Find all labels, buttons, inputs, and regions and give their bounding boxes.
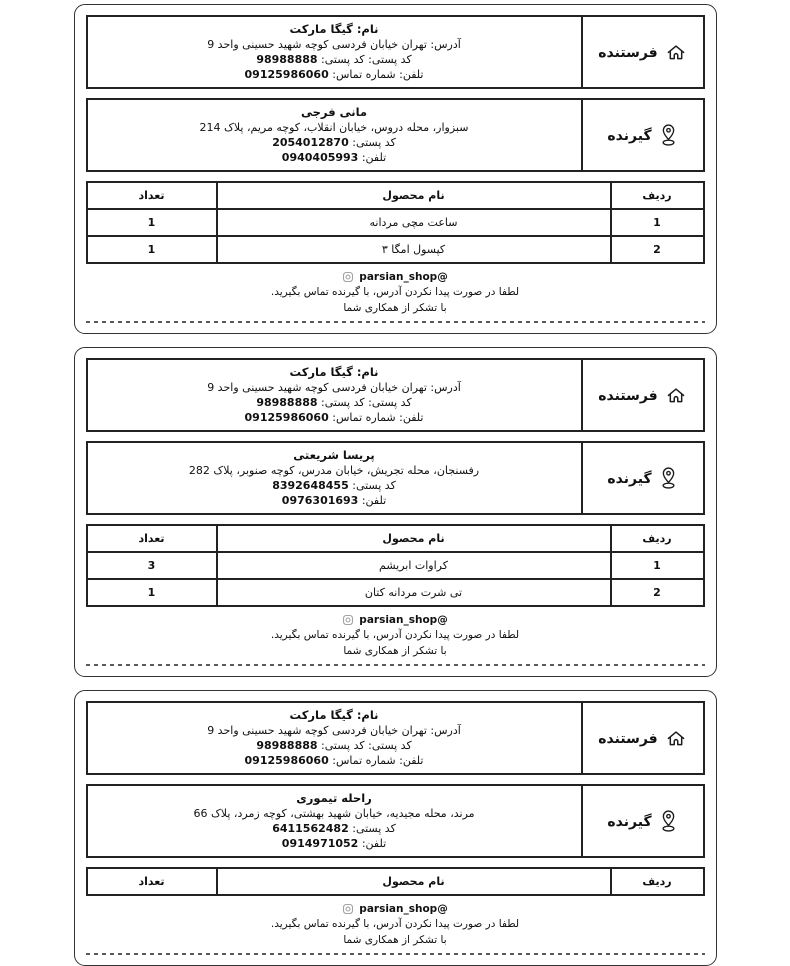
receiver-phone-line: تلفن: 0940405993: [281, 151, 387, 164]
receiver-postal-line: کد پستی: 2054012870: [272, 136, 396, 149]
col-header-row-number: ردیف: [611, 525, 704, 552]
instagram-handle: @parsian_shop: [359, 271, 448, 283]
instagram-handle: @parsian_shop: [359, 614, 448, 626]
item-product-name: ساعت مچی مردانه: [217, 209, 611, 236]
sender-phone: 09125986060: [244, 411, 329, 424]
col-header-product-name: نام محصول: [217, 525, 611, 552]
item-quantity: 1: [87, 236, 217, 263]
sender-postal-code: 98988888: [256, 53, 318, 66]
cut-line-separator: [86, 664, 705, 666]
receiver-info: [88, 443, 581, 513]
sender-postal-code: 98988888: [256, 739, 318, 752]
item-row-number: 2: [611, 236, 704, 263]
footer-note-1: لطفا در صورت پیدا نکردن آدرس، با گیرنده تماس بگیرید.: [270, 918, 520, 930]
shipping-label-card: [74, 347, 717, 677]
receiver-section: [86, 98, 705, 172]
sender-postal-line: کد پستی: کد پستی: 98988888: [256, 53, 412, 66]
location-pin-icon: [659, 465, 678, 491]
receiver-name: راحله تیموری: [296, 791, 372, 805]
sender-info: [88, 17, 581, 87]
receiver-info: [88, 100, 581, 170]
receiver-info: [88, 786, 581, 856]
sender-phone-line: تلفن: شماره تماس: 09125986060: [244, 68, 424, 81]
sender-postal-line: کد پستی: کد پستی: 98988888: [256, 396, 412, 409]
receiver-name: مانی فرجی: [301, 105, 368, 119]
receiver-phone: 0914971052: [281, 837, 359, 850]
item-row-number: 1: [611, 209, 704, 236]
item-row-number: 1: [611, 552, 704, 579]
receiver-address: سبزوار، محله دروس، خیابان انقلاب، کوچه مریم، پلاک 214: [199, 121, 469, 134]
sender-phone: 09125986060: [244, 754, 329, 767]
item-row: [87, 209, 704, 236]
receiver-postal-code: 6411562482: [272, 822, 349, 835]
sender-label: فرستنده: [598, 45, 658, 61]
items-table-header-row: [87, 868, 704, 895]
receiver-phone-line: تلفن: 0914971052: [281, 837, 387, 850]
sender-postal-code: 98988888: [256, 396, 318, 409]
cut-line-separator: [86, 321, 705, 323]
item-row: [87, 579, 704, 606]
sender-label-cell: [581, 703, 703, 773]
instagram-handle: @parsian_shop: [359, 903, 448, 915]
sender-name: نام: گیگا مارکت: [289, 708, 379, 722]
item-row-number: 2: [611, 579, 704, 606]
footer-note-2: با تشکر از همکاری شما: [343, 934, 447, 946]
sender-info: [88, 360, 581, 430]
instagram-handle-line: [86, 271, 705, 283]
receiver-address: رفسنجان، محله تجریش، خیابان مدرس، کوچه صنوبر، پلاک 282: [188, 464, 480, 477]
footer-note-1: لطفا در صورت پیدا نکردن آدرس، با گیرنده تماس بگیرید.: [270, 286, 520, 298]
footer-note-2: با تشکر از همکاری شما: [343, 302, 447, 314]
sender-phone-line: تلفن: شماره تماس: 09125986060: [244, 754, 424, 767]
shipping-label-card: [74, 690, 717, 966]
receiver-label-cell: [581, 443, 703, 513]
receiver-label-cell: [581, 786, 703, 856]
receiver-address: مرند، محله مجیدیه، خیابان شهید بهشتی، کوچه زمرد، پلاک 66: [193, 807, 475, 820]
item-product-name: تی شرت مردانه کتان: [217, 579, 611, 606]
home-icon: [665, 42, 687, 63]
receiver-label: گیرنده: [607, 128, 652, 144]
col-header-quantity: تعداد: [87, 525, 217, 552]
receiver-postal-line: کد پستی: 6411562482: [272, 822, 396, 835]
location-pin-icon: [659, 808, 678, 834]
item-quantity: 3: [87, 552, 217, 579]
receiver-name: پریسا شریعتی: [293, 448, 375, 462]
item-product-name: کراوات ابریشم: [217, 552, 611, 579]
sender-info: [88, 703, 581, 773]
col-header-row-number: ردیف: [611, 182, 704, 209]
shipping-label-card: [74, 4, 717, 334]
instagram-icon: [342, 271, 354, 283]
items-table-header-row: [87, 182, 704, 209]
items-table-header-row: [87, 525, 704, 552]
items-table: [86, 181, 705, 264]
receiver-label-cell: [581, 100, 703, 170]
card-footer: [86, 271, 705, 315]
receiver-label: گیرنده: [607, 471, 652, 487]
sender-phone: 09125986060: [244, 68, 329, 81]
receiver-section: [86, 441, 705, 515]
sender-label-cell: [581, 360, 703, 430]
col-header-product-name: نام محصول: [217, 182, 611, 209]
item-product-name: کپسول امگا ۳: [217, 236, 611, 263]
instagram-handle-line: [86, 614, 705, 626]
sender-address: آدرس: تهران خیابان فردسی کوچه شهید حسینی واحد 9: [207, 724, 461, 737]
instagram-icon: [342, 614, 354, 626]
sender-section: [86, 15, 705, 89]
col-header-product-name: نام محصول: [217, 868, 611, 895]
receiver-phone: 0976301693: [281, 494, 359, 507]
sender-label-cell: [581, 17, 703, 87]
col-header-quantity: تعداد: [87, 868, 217, 895]
item-row: [87, 236, 704, 263]
sender-name: نام: گیگا مارکت: [289, 22, 379, 36]
col-header-row-number: ردیف: [611, 868, 704, 895]
item-quantity: 1: [87, 579, 217, 606]
receiver-phone-line: تلفن: 0976301693: [281, 494, 387, 507]
home-icon: [665, 728, 687, 749]
card-footer: [86, 903, 705, 947]
sender-address: آدرس: تهران خیابان فردسی کوچه شهید حسینی واحد 9: [207, 38, 461, 51]
sender-address: آدرس: تهران خیابان فردسی کوچه شهید حسینی واحد 9: [207, 381, 461, 394]
sender-name: نام: گیگا مارکت: [289, 365, 379, 379]
footer-note-2: با تشکر از همکاری شما: [343, 645, 447, 657]
col-header-quantity: تعداد: [87, 182, 217, 209]
sender-phone-line: تلفن: شماره تماس: 09125986060: [244, 411, 424, 424]
item-row: [87, 552, 704, 579]
home-icon: [665, 385, 687, 406]
card-footer: [86, 614, 705, 658]
items-table: [86, 524, 705, 607]
sender-section: [86, 701, 705, 775]
receiver-postal-line: کد پستی: 8392648455: [272, 479, 396, 492]
receiver-label: گیرنده: [607, 814, 652, 830]
footer-note-1: لطفا در صورت پیدا نکردن آدرس، با گیرنده تماس بگیرید.: [270, 629, 520, 641]
cut-line-separator: [86, 953, 705, 955]
sender-postal-line: کد پستی: کد پستی: 98988888: [256, 739, 412, 752]
instagram-icon: [342, 903, 354, 915]
receiver-section: [86, 784, 705, 858]
items-table: [86, 867, 705, 896]
instagram-handle-line: [86, 903, 705, 915]
sender-label: فرستنده: [598, 388, 658, 404]
item-quantity: 1: [87, 209, 217, 236]
receiver-phone: 0940405993: [281, 151, 359, 164]
sender-label: فرستنده: [598, 731, 658, 747]
sender-section: [86, 358, 705, 432]
receiver-postal-code: 2054012870: [272, 136, 349, 149]
location-pin-icon: [659, 122, 678, 148]
receiver-postal-code: 8392648455: [272, 479, 349, 492]
